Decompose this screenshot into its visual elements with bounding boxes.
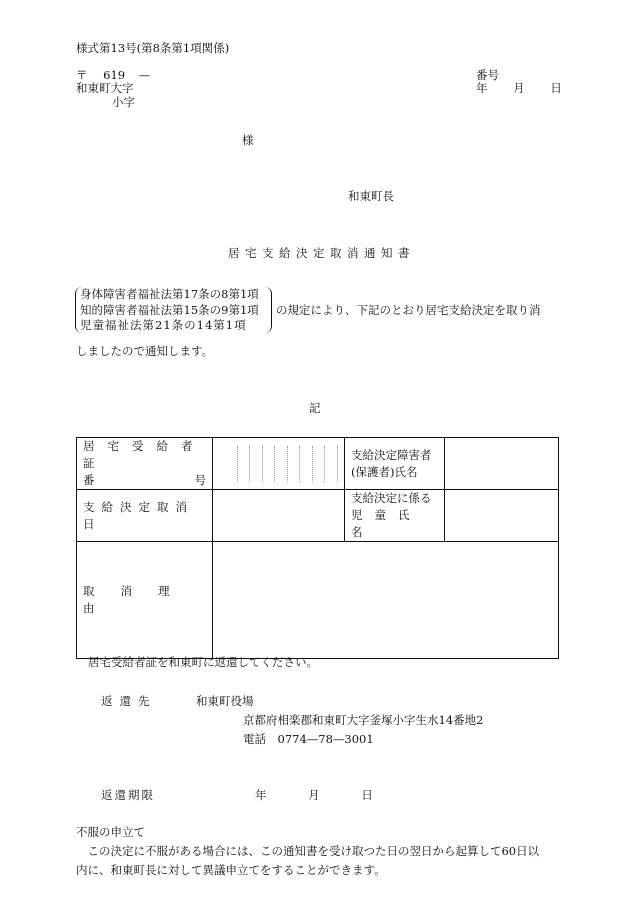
deadline-label: 返還期限 [101, 788, 155, 802]
child-name-value[interactable] [445, 490, 559, 542]
cancel-date-label-cell [77, 490, 213, 542]
appeal-line-1: この決定に不服がある場合には、この通知書を受け取つた日の翌日から起算して60日以 [76, 844, 540, 858]
return-address: 京都府相楽郡和東町大字釜塚小字生水14番地2 [243, 713, 484, 727]
law-item: 児童福祉法第21条の14第1項 [80, 318, 247, 332]
cert-label-2: 番 号 [83, 473, 206, 487]
law-item: 知的障害者福祉法第15条の9第1項 [80, 302, 259, 317]
cancel-date-label: 支給決定取消日 [83, 499, 194, 531]
return-phone: 電話 0774—78—3001 [243, 732, 374, 746]
body-text-tail: の規定により、下記のとおり居宅支給決定を取り消 [276, 303, 541, 317]
return-notice: 居宅受給者証を和東町に返還してください。 [88, 655, 318, 669]
law-references [75, 287, 272, 333]
appeal-line-2: 内に、和東町長に対して異議申立てをすることができます。 [76, 863, 386, 877]
appeal-heading: 不服の申立て [76, 825, 145, 839]
date-line [476, 82, 562, 96]
return-to-label: 返還先 [101, 694, 157, 708]
address-line-1: 和東町大字 [76, 81, 134, 95]
date-year: 年 [476, 81, 488, 95]
holder-label-1: 支給決定障害者 [351, 447, 432, 462]
issuer: 和東町長 [348, 189, 394, 203]
recipient-suffix: 様 [242, 133, 254, 147]
postal-dash: — [138, 68, 151, 82]
number-label: 番号 [476, 68, 499, 82]
reason-label-cell [77, 542, 213, 659]
law-item: 身体障害者福祉法第17条の8第1項 [80, 287, 259, 301]
postal-code: 619 [103, 68, 126, 82]
holder-name-value[interactable] [445, 438, 559, 490]
return-office: 和東町役場 [196, 694, 254, 708]
deadline-year: 年 [255, 788, 267, 802]
child-label-2: 児童氏名 [351, 508, 422, 539]
deadline-date [255, 789, 373, 803]
holder-label-cell [345, 438, 445, 490]
cert-number-label-cell [77, 438, 213, 490]
deadline-day: 日 [361, 788, 373, 802]
date-day: 日 [550, 81, 562, 95]
holder-label-2: (保護者)氏名 [351, 464, 418, 479]
reason-value[interactable] [213, 542, 559, 659]
deadline-month: 月 [308, 788, 320, 802]
body-text-line-2: しましたので通知します。 [76, 344, 214, 358]
cert-number-value[interactable] [213, 438, 345, 490]
cert-label-1: 居宅受給者証 [83, 439, 206, 470]
date-month: 月 [513, 81, 525, 95]
reason-label: 取消理由 [83, 584, 196, 615]
address-line-2: 小字 [112, 95, 135, 109]
ki-heading: 記 [309, 401, 321, 415]
form-id: 様式第13号(第8条第1項関係) [76, 41, 230, 55]
document-title: 居宅支給決定取消通知書 [228, 246, 415, 260]
child-label-cell [345, 490, 445, 542]
postal-mark: 〒 [76, 68, 88, 82]
child-label-1: 支給決定に係る [351, 491, 432, 505]
decision-table [76, 437, 559, 659]
cancel-date-value[interactable] [213, 490, 345, 542]
